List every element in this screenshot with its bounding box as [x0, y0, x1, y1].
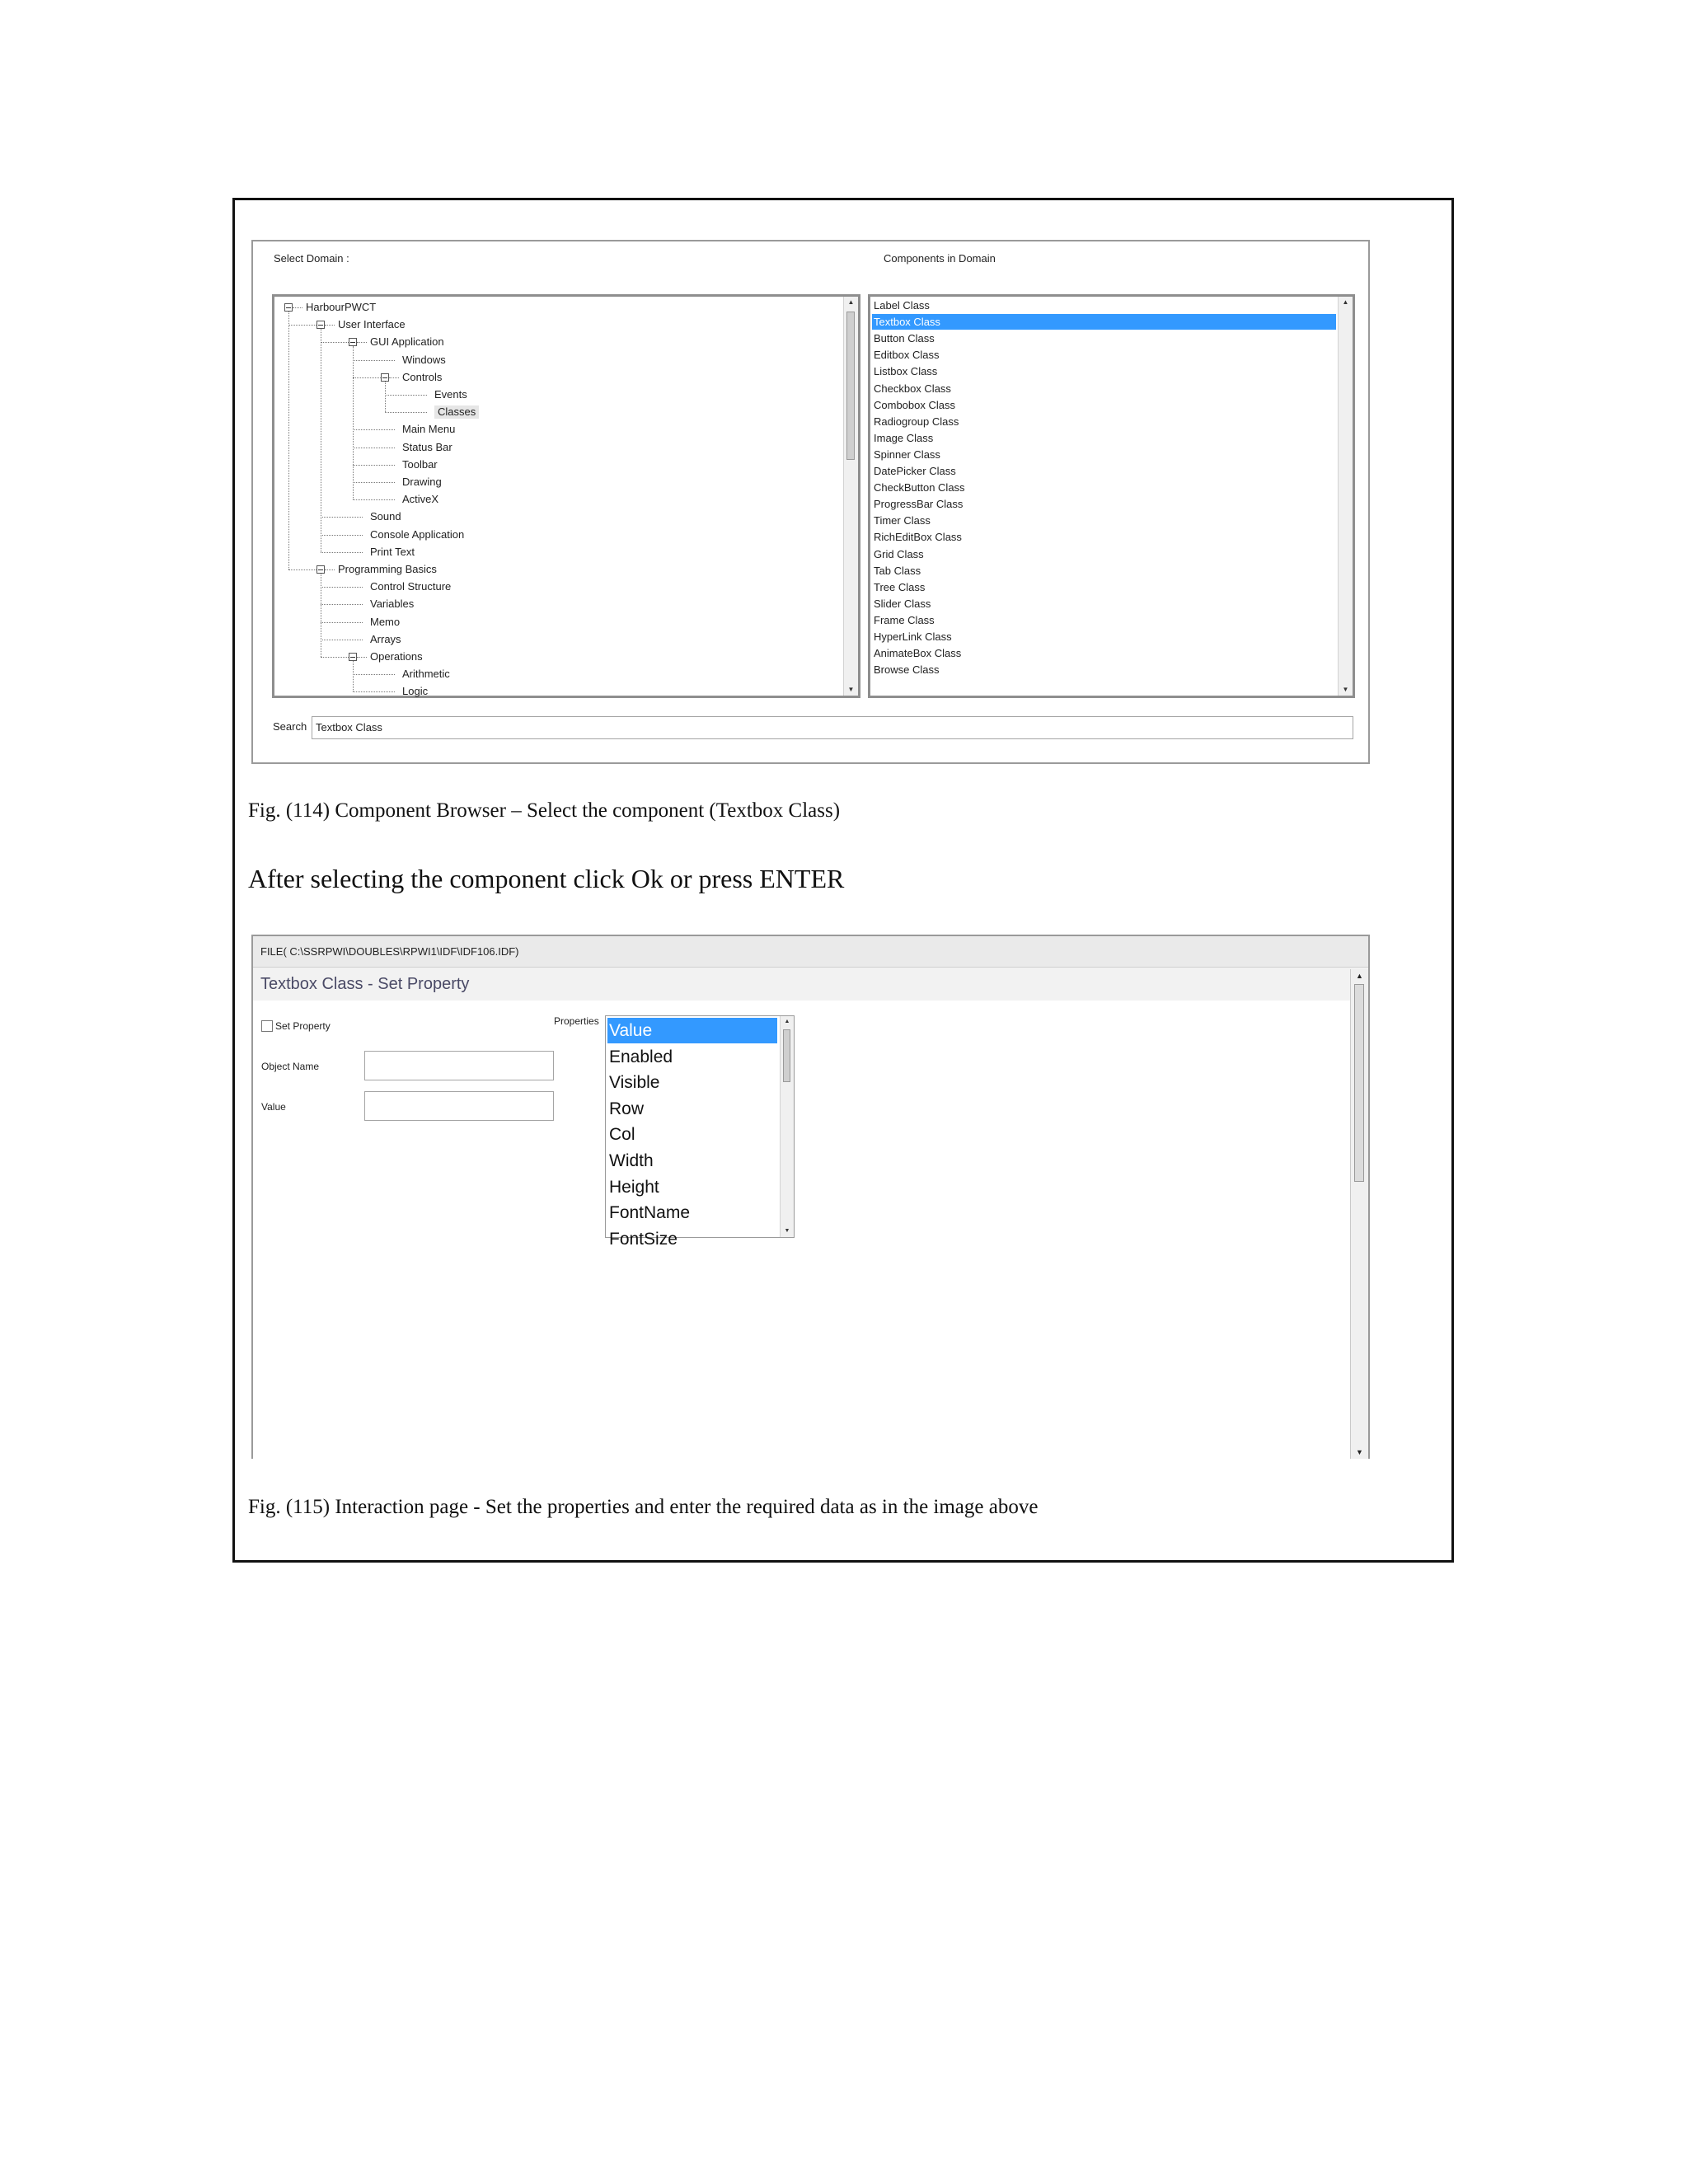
component-list-item[interactable]: ProgressBar Class — [874, 498, 964, 511]
scroll-down-arrow-icon[interactable]: ▼ — [1342, 686, 1349, 693]
component-list-item[interactable]: Combobox Class — [874, 398, 955, 411]
component-list-item[interactable]: Grid Class — [874, 547, 924, 560]
tree-connector — [389, 377, 399, 378]
component-list-item[interactable]: Image Class — [874, 431, 934, 444]
domain-tree[interactable] — [272, 294, 860, 698]
figure-114-caption: Fig. (114) Component Browser – Select the component (Textbox Class) — [248, 799, 841, 822]
component-list-item[interactable]: DatePicker Class — [874, 465, 956, 477]
value-input[interactable] — [364, 1091, 554, 1121]
component-list-item[interactable]: Listbox Class — [874, 365, 938, 378]
tree-node[interactable]: Print Text — [370, 545, 415, 558]
tree-node[interactable]: Arrays — [370, 632, 401, 645]
property-list-item[interactable]: Enabled — [609, 1047, 673, 1066]
properties-list[interactable] — [605, 1015, 795, 1249]
properties-list-scrollbar[interactable] — [780, 1016, 794, 1237]
property-list-item[interactable]: FontSize — [609, 1229, 678, 1249]
tree-node[interactable]: Memo — [370, 615, 401, 628]
scroll-up-arrow-icon[interactable]: ▲ — [1356, 972, 1363, 980]
scroll-down-arrow-icon[interactable]: ▼ — [1356, 1448, 1363, 1456]
tree-connector — [353, 465, 395, 466]
tree-node[interactable]: Windows — [402, 353, 446, 366]
component-list-item[interactable]: Tab Class — [874, 564, 921, 577]
component-list-item[interactable]: Tree Class — [874, 580, 926, 593]
component-list-item[interactable]: Editbox Class — [874, 349, 940, 362]
tree-node[interactable]: Operations — [370, 650, 423, 663]
tree-node[interactable]: Logic — [402, 685, 429, 698]
scroll-down-arrow-icon[interactable]: ▼ — [847, 686, 855, 693]
tree-connector — [288, 312, 289, 569]
component-list-item[interactable]: Radiogroup Class — [874, 415, 959, 428]
tree-connector — [353, 482, 395, 483]
scroll-down-arrow-icon[interactable]: ▼ — [784, 1228, 790, 1234]
collapse-icon[interactable] — [349, 338, 357, 346]
object-name-input[interactable] — [364, 1051, 554, 1080]
set-property-checkbox[interactable] — [261, 1020, 273, 1032]
tree-connector — [357, 342, 367, 343]
tree-connector — [353, 377, 381, 378]
tree-connector — [357, 657, 367, 658]
tree-node[interactable]: Controls — [402, 370, 443, 383]
property-list-item[interactable]: Height — [609, 1177, 659, 1197]
tree-connector — [353, 346, 354, 499]
object-name-label: Object Name — [261, 1061, 320, 1072]
tree-connector — [321, 587, 363, 588]
tree-connector — [321, 342, 349, 343]
property-list-item[interactable]: Col — [609, 1125, 635, 1145]
property-list-item[interactable]: Value — [607, 1018, 777, 1043]
page-scrollbar[interactable] — [1350, 969, 1368, 1459]
tree-connector — [325, 569, 335, 570]
component-list-item[interactable]: CheckButton Class — [874, 481, 965, 494]
component-list-item[interactable]: RichEditBox Class — [874, 531, 962, 544]
tree-connector — [325, 325, 335, 326]
tree-node[interactable]: Variables — [370, 598, 415, 611]
tree-node[interactable]: Drawing — [402, 476, 442, 488]
components-list[interactable] — [868, 294, 1355, 698]
property-list-item[interactable]: Width — [609, 1151, 654, 1170]
domain-tree-scrollbar[interactable] — [843, 297, 858, 696]
component-list-item[interactable]: Slider Class — [874, 597, 931, 610]
tree-connector — [353, 691, 395, 692]
tree-node[interactable]: GUI Application — [370, 335, 444, 349]
scroll-up-arrow-icon[interactable]: ▲ — [784, 1019, 790, 1024]
tree-node[interactable]: Toolbar — [402, 457, 438, 471]
tree-node[interactable]: Sound — [370, 510, 401, 523]
property-list-item[interactable]: Row — [609, 1099, 645, 1118]
tree-node[interactable]: HarbourPWCT — [306, 301, 377, 313]
component-list-item[interactable]: Button Class — [874, 332, 935, 345]
component-browser-window — [251, 240, 1370, 764]
collapse-icon[interactable] — [349, 653, 357, 661]
page-title: Textbox Class - Set Property — [253, 968, 1368, 1001]
search-input[interactable]: Textbox Class — [312, 716, 1353, 739]
tree-connector — [385, 395, 427, 396]
interaction-page-window — [251, 935, 1370, 1459]
tree-node[interactable]: Arithmetic — [402, 668, 450, 681]
tree-node[interactable]: Programming Basics — [338, 563, 437, 575]
component-list-item[interactable]: HyperLink Class — [874, 630, 952, 643]
tree-node[interactable]: Classes — [434, 405, 479, 419]
tree-node[interactable]: Console Application — [370, 527, 465, 541]
scroll-up-arrow-icon[interactable]: ▲ — [847, 298, 855, 306]
tree-connector — [293, 307, 302, 308]
collapse-icon[interactable] — [284, 303, 293, 312]
tree-node[interactable]: Events — [434, 388, 467, 401]
tree-connector — [321, 517, 363, 518]
tree-connector — [385, 412, 427, 413]
tree-connector — [353, 360, 395, 361]
tree-node[interactable]: Main Menu — [402, 423, 456, 436]
collapse-icon[interactable] — [316, 565, 325, 574]
tree-connector — [353, 661, 354, 691]
component-list-item[interactable]: Checkbox Class — [874, 382, 951, 395]
tree-connector — [353, 429, 395, 430]
value-label: Value — [261, 1101, 286, 1113]
scroll-thumb[interactable] — [1354, 984, 1364, 1182]
component-list-item[interactable]: Frame Class — [874, 613, 935, 626]
component-list-item[interactable]: Spinner Class — [874, 448, 940, 461]
tree-connector — [321, 657, 349, 658]
figure-115-caption: Fig. (115) Interaction page - Set the properties and enter the required data as in the image above — [248, 1496, 1039, 1518]
collapse-icon[interactable] — [381, 373, 389, 382]
instruction-text: After selecting the component click Ok or press ENTER — [248, 864, 845, 893]
select-domain-label: Select Domain : — [274, 252, 349, 265]
components-list-scrollbar[interactable] — [1338, 297, 1353, 696]
collapse-icon[interactable] — [316, 321, 325, 329]
file-path-bar: FILE( C:\SSRPWI\DOUBLES\RPWI1\IDF\IDF106.IDF) — [253, 936, 1368, 968]
component-list-item[interactable]: Browse Class — [874, 663, 940, 677]
scroll-thumb[interactable] — [783, 1029, 790, 1082]
tree-connector — [321, 535, 363, 536]
scroll-thumb[interactable] — [846, 312, 855, 460]
tree-connector — [288, 569, 316, 570]
properties-label: Properties — [554, 1015, 599, 1027]
tree-connector — [321, 552, 363, 553]
tree-node[interactable]: Control Structure — [370, 580, 452, 593]
tree-node[interactable]: ActiveX — [402, 493, 439, 506]
set-property-label: Set Property — [275, 1020, 331, 1032]
tree-connector — [321, 604, 363, 605]
scroll-up-arrow-icon[interactable]: ▲ — [1342, 298, 1349, 306]
tree-connector — [353, 674, 395, 675]
tree-connector — [385, 382, 386, 412]
tree-node[interactable]: User Interface — [338, 318, 406, 331]
component-list-item[interactable]: AnimateBox Class — [874, 647, 962, 660]
component-list-item[interactable]: Textbox Class — [872, 314, 1336, 330]
search-label: Search — [273, 720, 307, 733]
property-list-item[interactable]: FontName — [609, 1203, 691, 1223]
tree-connector — [353, 499, 395, 500]
component-list-item[interactable]: Timer Class — [874, 514, 931, 527]
component-list-item[interactable]: Label Class — [874, 299, 930, 312]
tree-connector — [321, 622, 363, 623]
components-in-domain-label: Components in Domain — [884, 252, 996, 265]
property-list-item[interactable]: Visible — [609, 1073, 660, 1093]
tree-node[interactable]: Status Bar — [402, 440, 452, 453]
tree-connector — [288, 325, 316, 326]
